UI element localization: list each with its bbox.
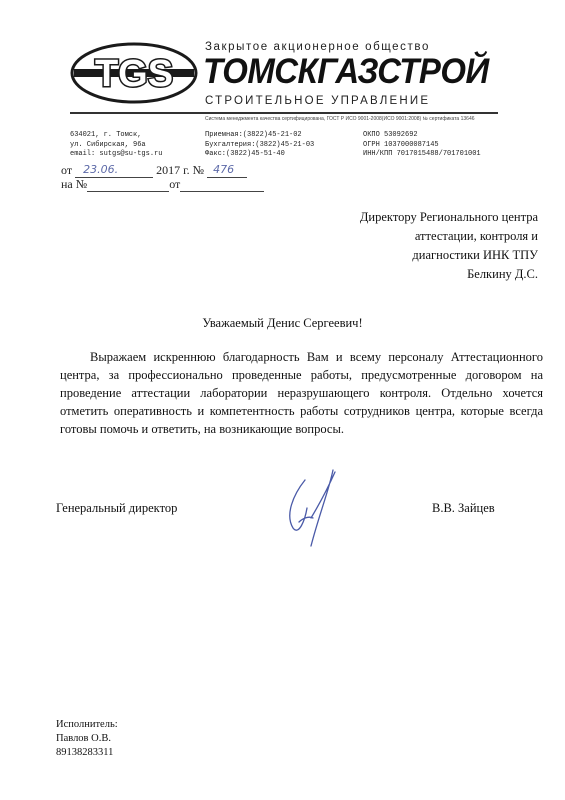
ogrn-code: ОГРН 1037000087145: [363, 140, 439, 149]
address-block: [70, 131, 162, 160]
greeting: Уважаемый Денис Сергеевич!: [202, 316, 363, 330]
reference-line: [61, 177, 264, 192]
addressee-line: Директору Регионального центра: [359, 210, 538, 224]
phones-block: [205, 131, 314, 160]
phone-reception: Приемная:(3822)45-21-02: [205, 131, 302, 139]
email-line: email: sutgs@su-tgs.ru: [70, 150, 163, 158]
ref-date-field: [180, 179, 264, 192]
phone-accounting: Бухгалтерия:(3822)45-21-03: [205, 140, 315, 149]
address-line: ул. Сибирская, 96а: [70, 140, 146, 149]
codes-block: [363, 131, 481, 160]
executor-phone: 89138283311: [56, 747, 114, 758]
registration-line: [61, 163, 247, 178]
company-type: Закрытое акционерное общество: [205, 41, 430, 53]
logo-text: TGS: [94, 53, 174, 95]
company-name: ТОМСКГАЗСТРОЙ: [203, 52, 489, 91]
header-divider: [70, 112, 498, 114]
addressee-line: диагностики ИНК ТПУ: [412, 248, 538, 262]
tgs-logo: [70, 42, 198, 104]
signatory-name: В.В. Зайцев: [432, 501, 495, 515]
phone-fax: Факс:(3822)45-51-40: [205, 150, 285, 158]
executor-label: Исполнитель:: [56, 719, 118, 730]
executor-name: Павлов О.В.: [56, 733, 111, 744]
address-line: 634021, г. Томск,: [70, 131, 142, 139]
from-label: от: [61, 163, 73, 177]
year-label: 2017 г. №: [156, 163, 205, 177]
ref-label: на №: [61, 177, 88, 191]
company-division: СТРОИТЕЛЬНОЕ УПРАВЛЕНИЕ: [205, 95, 431, 107]
addressee-line: Белкину Д.С.: [467, 267, 538, 281]
ref-from-label: от: [169, 177, 181, 191]
executor-block: [56, 718, 118, 760]
addressee-block: [360, 208, 538, 284]
handwritten-signature: [275, 460, 360, 550]
body-paragraph: Выражаем искреннюю благодарность Вам и всему персоналу Аттестационного центра, за профессионально проведенные работы, предусмотренные договором на проведение аттестации лаборатории неразрушающего контроля. Отдельно хочется отметить оперативность и компетентность работы сотрудников центра, которые всегда готовы помочь и ответить, на возникающие вопросы.: [60, 350, 543, 436]
inn-kpp-code: ИНН/КПП 7017015488/701701001: [363, 150, 481, 158]
date-handwritten: 23.06.: [83, 163, 119, 176]
ref-number-field: [87, 179, 169, 192]
addressee-line: аттестации, контроля и: [414, 229, 538, 243]
number-handwritten: 476: [213, 163, 235, 176]
signatory-title: Генеральный директор: [56, 501, 178, 515]
certification-note: Система менеджмента качества сертифицирована, ГОСТ Р ИСО 9001-2008(ИСО 9001:2008) № сертификата 13646: [205, 116, 475, 122]
okpo-code: ОКПО 53092692: [363, 131, 418, 139]
letter-body: [60, 348, 543, 438]
